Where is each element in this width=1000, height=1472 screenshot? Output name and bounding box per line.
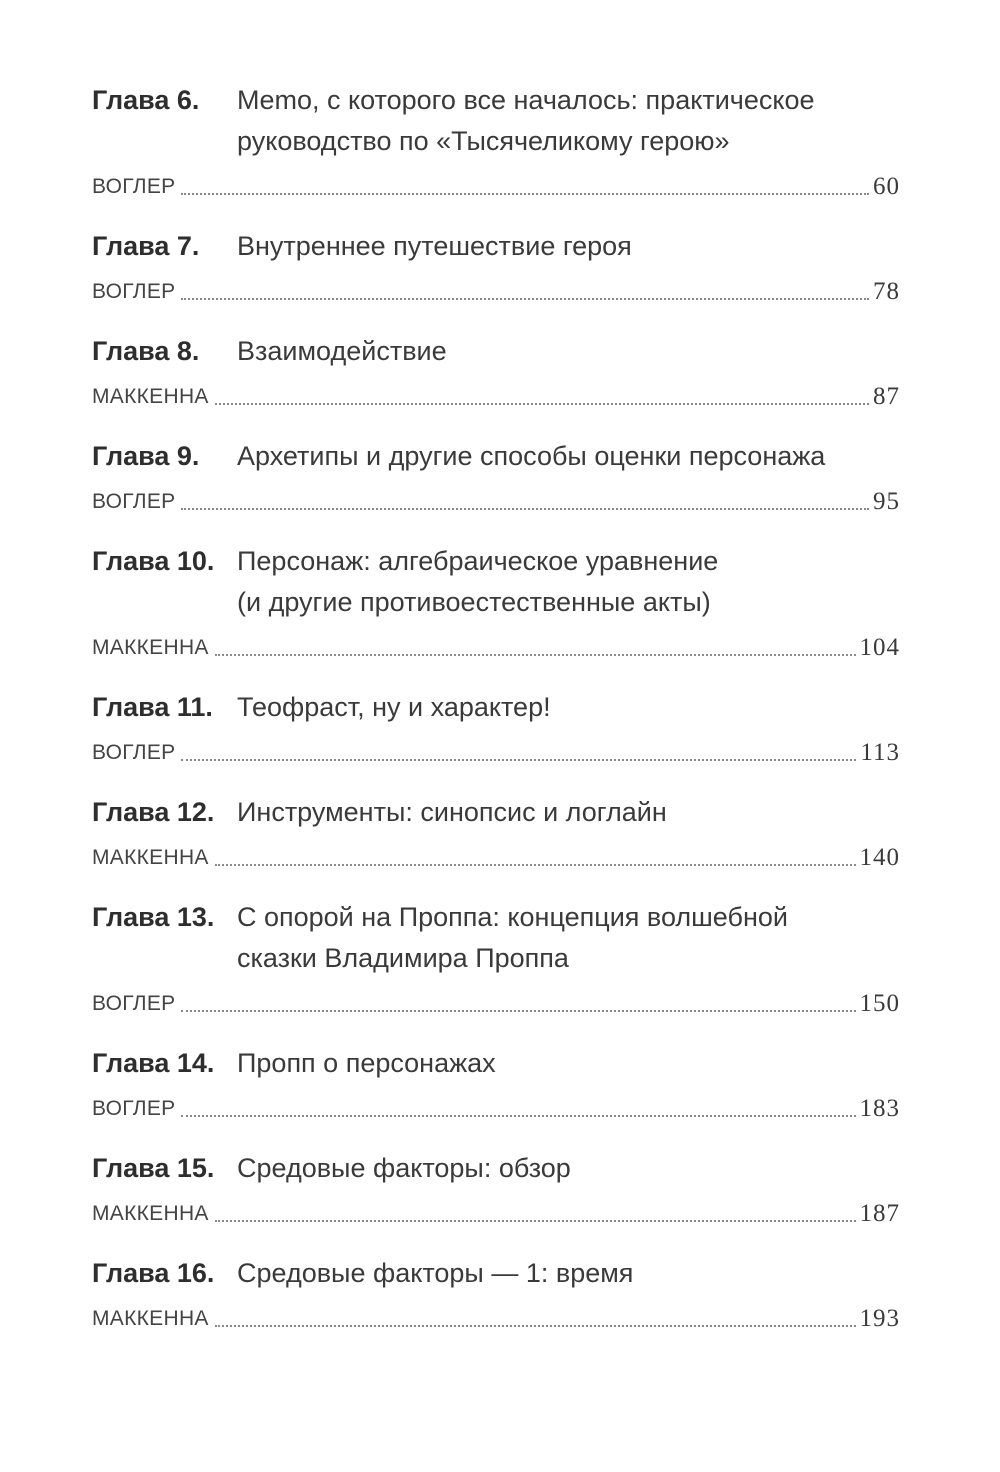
toc-entry[interactable] [92,792,900,873]
chapter-number: Глава 8. [92,336,200,366]
toc-entry[interactable] [92,897,900,1019]
toc-entry-footer [92,1193,900,1229]
toc-entry-heading [92,80,900,162]
chapter-number: Глава 9. [92,441,200,471]
toc-entry[interactable] [92,226,900,307]
toc-entry-footer [92,627,900,663]
chapter-title: Средовые факторы — 1: время [237,1258,634,1288]
page-number: 87 [873,383,900,410]
dot-leader [181,1114,855,1117]
page-number: 113 [860,739,900,766]
toc-entry[interactable] [92,1253,900,1334]
chapter-title: Взаимодействие [237,336,447,366]
dot-leader [181,297,869,300]
chapter-number: Глава 11. [92,692,213,722]
chapter-author: МАККЕННА [92,385,209,408]
dot-leader [181,507,869,510]
dot-leader [215,1324,856,1327]
chapter-author: ВОГЛЕР [92,992,176,1015]
toc-entry-footer [92,166,900,202]
chapter-number: Глава 15. [92,1153,215,1183]
toc-entry-footer [92,481,900,517]
page-number: 193 [859,1305,900,1332]
toc-entry-footer [92,1088,900,1124]
toc-entry-footer [92,983,900,1019]
chapter-title: Пропп о персонажах [237,1048,496,1078]
page-number: 140 [859,844,900,871]
toc-entry-footer [92,271,900,307]
page-number: 183 [859,1095,900,1122]
dot-leader [215,863,856,866]
chapter-number: Глава 14. [92,1048,215,1078]
toc-entry-heading [92,1043,900,1084]
dot-leader [181,758,856,761]
page-number: 60 [873,173,900,200]
chapter-number: Глава 12. [92,797,215,827]
page-number: 150 [859,990,900,1017]
chapter-title: Внутреннее путешествие героя [237,231,632,261]
chapter-title: Архетипы и другие способы оценки персонажа [237,441,826,471]
chapter-author: МАККЕННА [92,1307,209,1330]
toc-entry-footer [92,732,900,768]
chapter-author: МАККЕННА [92,636,209,659]
page-number: 187 [859,1200,900,1227]
chapter-number: Глава 16. [92,1258,215,1288]
toc-entry[interactable] [92,541,900,663]
dot-leader [181,192,869,195]
toc-entry[interactable] [92,436,900,517]
toc-entry-heading [92,541,900,623]
toc-entry-heading [92,331,900,372]
dot-leader [181,1009,855,1012]
table-of-contents [92,80,900,1358]
chapter-author: МАККЕННА [92,846,209,869]
chapter-title: Инструменты: синопсис и логлайн [237,797,667,827]
chapter-title: Memo, с которого все началось: практическое руководство по «Тысячеликому герою» [237,85,815,156]
toc-entry[interactable] [92,1043,900,1124]
toc-entry-footer [92,837,900,873]
chapter-author: ВОГЛЕР [92,1097,176,1120]
chapter-author: ВОГЛЕР [92,490,176,513]
chapter-number: Глава 7. [92,231,200,261]
chapter-title: Теофраст, ну и характер! [237,692,551,722]
chapter-author: ВОГЛЕР [92,175,176,198]
toc-entry-footer [92,376,900,412]
toc-entry-heading [92,687,900,728]
dot-leader [215,653,856,656]
chapter-number: Глава 13. [92,902,215,932]
chapter-number: Глава 10. [92,546,215,576]
toc-entry-heading [92,436,900,477]
dot-leader [215,1219,856,1222]
chapter-author: ВОГЛЕР [92,741,176,764]
toc-entry[interactable] [92,1148,900,1229]
chapter-title: Персонаж: алгебраическое уравнение (и другие противоестественные акты) [237,546,719,617]
toc-entry-heading [92,1148,900,1189]
toc-entry-heading [92,226,900,267]
chapter-author: МАККЕННА [92,1202,209,1225]
chapter-author: ВОГЛЕР [92,280,176,303]
chapter-number: Глава 6. [92,85,200,115]
page-number: 95 [873,488,900,515]
toc-entry-heading [92,897,900,979]
dot-leader [215,402,869,405]
page-number: 104 [859,634,900,661]
toc-entry[interactable] [92,80,900,202]
chapter-title: С опорой на Проппа: концепция волшебной сказки Владимира Проппа [237,902,788,973]
toc-entry-footer [92,1298,900,1334]
chapter-title: Средовые факторы: обзор [237,1153,571,1183]
toc-entry[interactable] [92,331,900,412]
toc-entry[interactable] [92,687,900,768]
toc-entry-heading [92,1253,900,1294]
page-number: 78 [873,278,900,305]
toc-entry-heading [92,792,900,833]
